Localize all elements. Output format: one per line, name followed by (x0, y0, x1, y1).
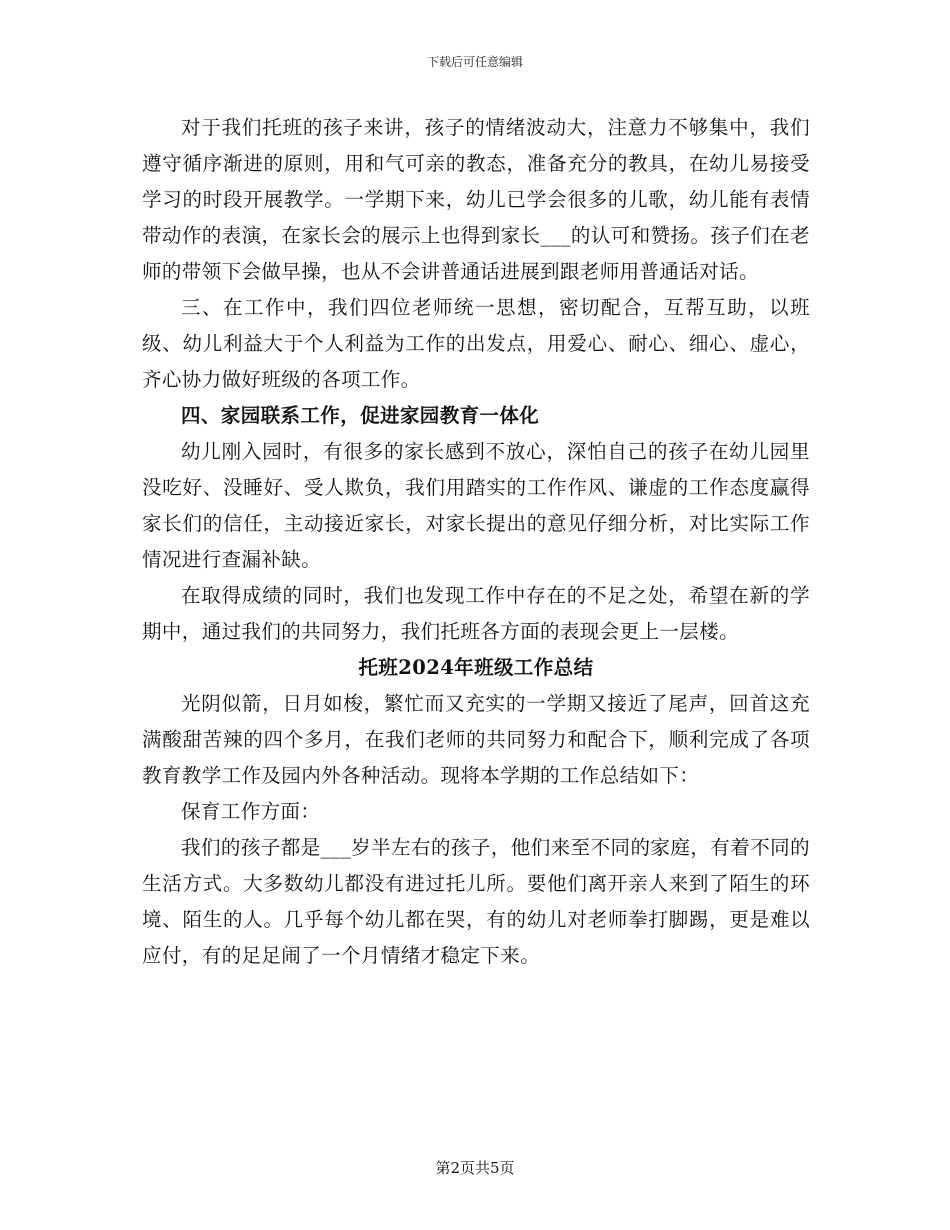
document-body (142, 110, 810, 974)
paragraph-teaching: 对于我们托班的孩子来讲，孩子的情绪波动大，注意力不够集中，我们遵守循序渐进的原则，用和气可亲的教态，准备充分的教具，在幼儿易接受学习的时段开展教学。一学期下来，幼儿已学会很多的儿歌，幼儿能有表情带动作的表演，在家长会的展示上也得到家长___的认可和赞扬。孩子们在老师的带领下会做早操，也从不会讲普通话进展到跟老师用普通话对话。 (142, 116, 810, 283)
paragraph-outlook: 在取得成绩的同时，我们也发现工作中存在的不足之处，希望在新的学期中，通过我们的共同努力，我们托班各方面的表现会更上一层楼。 (142, 584, 810, 643)
page-header: 下载后可任意编辑 (426, 55, 523, 69)
paragraph-teamwork: 三、在工作中，我们四位老师统一思想，密切配合，互帮互助，以班级、幼儿利益大于个人利益为工作的出发点，用爱心、耐心、细心、虚心，齐心协力做好班级的各项工作。 (142, 296, 810, 391)
paragraph-parents: 幼儿刚入园时，有很多的家长感到不放心，深怕自己的孩子在幼儿园里没吃好、没睡好、受人欺负，我们用踏实的工作作风、谦虚的工作态度赢得家长们的信任，主动接近家长，对家长提出的意见仔细分析，对比实际工作情况进行查漏补缺。 (142, 440, 810, 571)
paragraph-children: 我们的孩子都是___岁半左右的孩子，他们来至不同的家庭，有着不同的生活方式。大多数幼儿都没有进过托儿所。要他们离开亲人来到了陌生的环境、陌生的人。几乎每个幼儿都在哭，有的幼儿对老师拳打脚踢，更是难以应付，有的足足闹了一个月情绪才稳定下来。 (142, 836, 810, 967)
page-footer: 第2页共5页 (435, 1159, 515, 1177)
paragraph-intro: 光阴似箭，日月如梭，繁忙而又充实的一学期又接近了尾声，回首这充满酸甜苦辣的四个多月，在我们老师的共同努力和配合下，顺利完成了各项教育教学工作及园内外各种活动。现将本学期的工作总结如下： (142, 692, 810, 787)
section-heading-home-school: 四、家园联系工作，促进家园教育一体化 (181, 404, 540, 427)
document-title: 托班2024年班级工作总结 (358, 656, 594, 679)
paragraph-care-heading: 保育工作方面： (181, 800, 321, 823)
